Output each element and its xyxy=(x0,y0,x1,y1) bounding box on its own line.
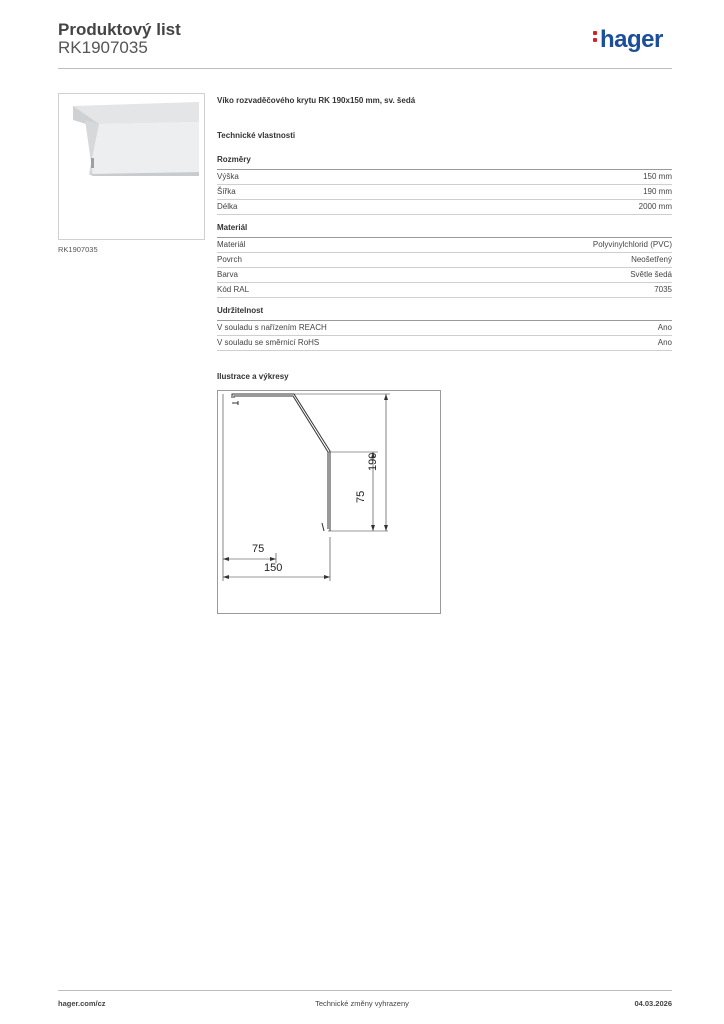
footer-website[interactable]: hager.com/cz xyxy=(58,999,106,1008)
row-value: Ano xyxy=(657,323,672,332)
row-label: V souladu se směrnicí RoHS xyxy=(217,338,320,347)
product-image xyxy=(58,93,205,240)
spec-group-material xyxy=(217,223,672,298)
row-label: Barva xyxy=(217,270,238,279)
product-name: Víko rozvaděčového krytu RK 190x150 mm, sv. šedá xyxy=(217,96,416,105)
dim-label-190: 190 xyxy=(367,452,379,471)
product-code: RK1907035 xyxy=(58,38,148,57)
drawing-svg xyxy=(218,391,440,613)
logo-text: hager xyxy=(600,26,663,53)
dim-label-150: 150 xyxy=(264,562,283,574)
row-value: Světle šedá xyxy=(630,270,672,279)
row-label: Šířka xyxy=(217,187,236,196)
row-label: Kód RAL xyxy=(217,285,250,294)
group-heading: Udržitelnost xyxy=(217,306,264,315)
row-label: V souladu s nařízením REACH xyxy=(217,323,327,332)
table-row xyxy=(217,336,672,351)
table-row xyxy=(217,253,672,268)
table-row xyxy=(217,268,672,283)
row-value: Neošetřený xyxy=(631,255,672,264)
table-row xyxy=(217,169,672,185)
footer-divider xyxy=(58,990,672,991)
spec-table xyxy=(217,237,672,298)
row-value: Ano xyxy=(657,338,672,347)
row-label: Délka xyxy=(217,202,238,211)
row-value: 150 mm xyxy=(643,172,672,181)
dim-label-75-vertical: 75 xyxy=(355,490,367,503)
table-row xyxy=(217,185,672,200)
table-row xyxy=(217,283,672,298)
hager-logo xyxy=(593,26,663,54)
page-title: Produktový list xyxy=(58,20,181,39)
table-row xyxy=(217,200,672,215)
spec-table xyxy=(217,169,672,215)
table-row xyxy=(217,320,672,336)
technical-drawing xyxy=(217,390,441,614)
tech-properties-heading: Technické vlastnosti xyxy=(217,131,296,140)
table-row xyxy=(217,237,672,253)
row-label: Materiál xyxy=(217,240,246,249)
spec-group-dimensions xyxy=(217,155,672,215)
group-heading: Materiál xyxy=(217,223,248,232)
row-value: 2000 mm xyxy=(638,202,672,211)
row-label: Povrch xyxy=(217,255,242,264)
spec-table xyxy=(217,320,672,351)
drawings-heading: Ilustrace a výkresy xyxy=(217,372,289,381)
dim-label-75-horizontal: 75 xyxy=(252,543,265,555)
image-caption: RK1907035 xyxy=(58,245,98,254)
footer-date: 04.03.2026 xyxy=(634,999,672,1008)
row-label: Výška xyxy=(217,172,239,181)
header-divider xyxy=(58,68,672,69)
logo-dots-icon xyxy=(593,28,598,45)
row-value: 7035 xyxy=(654,285,672,294)
row-value: 190 mm xyxy=(643,187,672,196)
footer-disclaimer: Technické změny vyhrazeny xyxy=(315,999,409,1008)
spec-group-sustainability xyxy=(217,306,672,351)
row-value: Polyvinylchlorid (PVC) xyxy=(592,240,672,249)
product-photo-illustration xyxy=(59,94,204,239)
group-heading: Rozměry xyxy=(217,155,251,164)
